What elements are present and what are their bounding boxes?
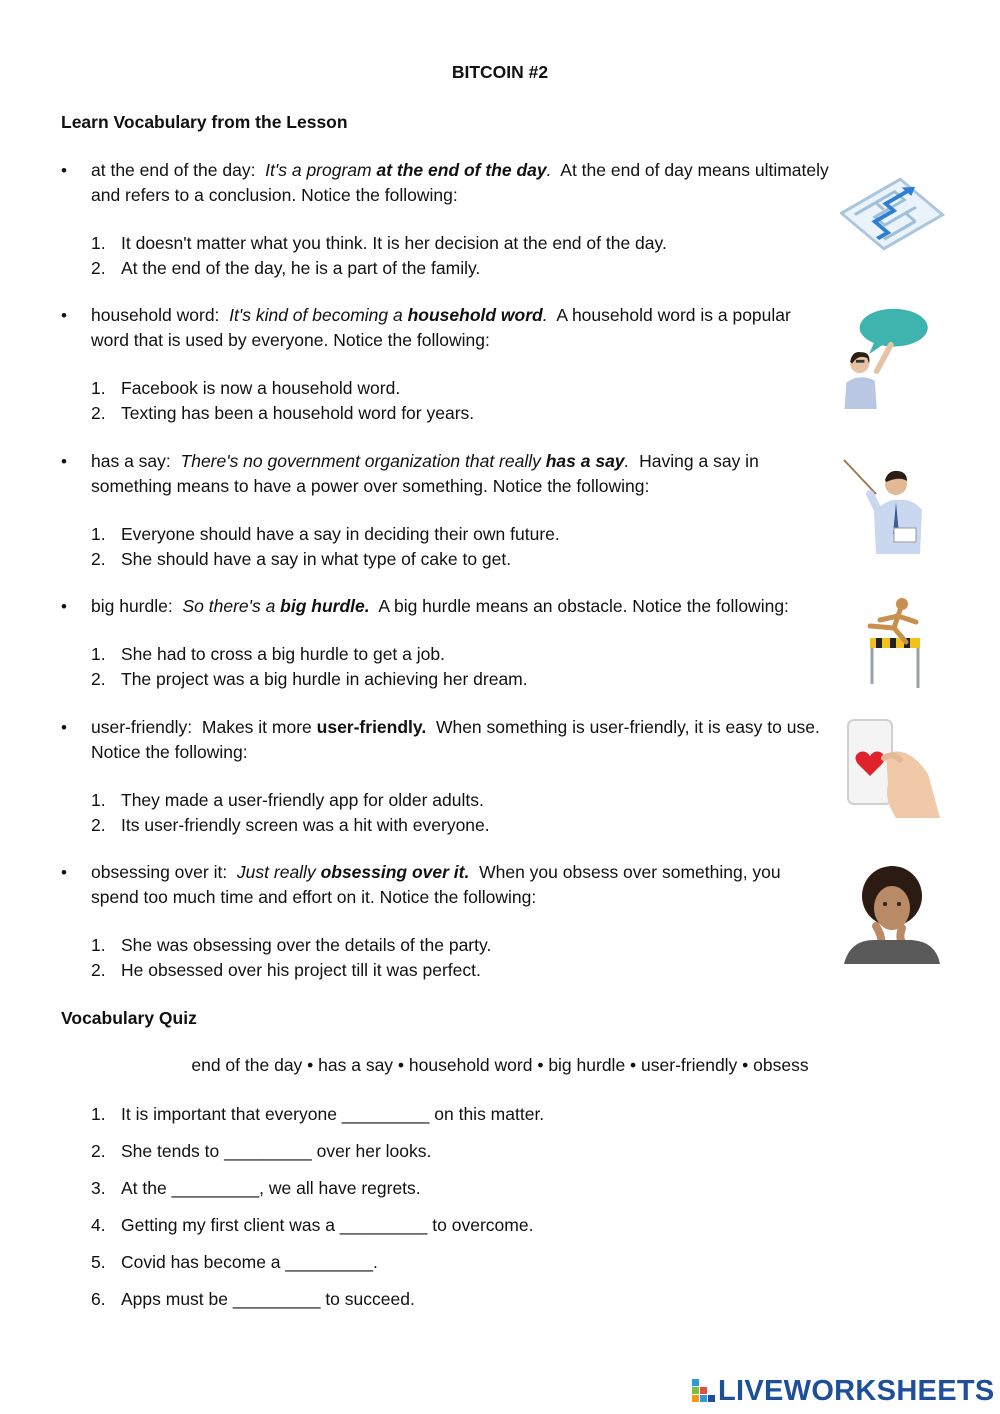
bullet-icon	[61, 594, 81, 619]
vocab-quote-keyword: obsessing over it.	[320, 862, 470, 882]
example-text: Everyone should have a say in deciding their own future.	[121, 524, 560, 544]
vocab-term: big hurdle:	[91, 596, 173, 616]
example-item	[91, 401, 831, 426]
speech-bubble-woman-icon	[836, 305, 941, 409]
example-text: They made a user-friendly app for older adults.	[121, 790, 484, 810]
example-item	[91, 642, 831, 667]
vocab-quote-keyword: has a say	[545, 451, 625, 471]
example-number: 1.	[91, 378, 106, 398]
page-title: BITCOIN #2	[451, 62, 549, 82]
worried-woman-icon	[840, 860, 945, 964]
bullet-icon	[61, 715, 81, 740]
example-number: 2.	[91, 668, 106, 689]
vocab-quote	[265, 160, 551, 180]
example-number: 1.	[91, 644, 106, 664]
vocab-definition: A big hurdle means an obstacle. Notice the following:	[378, 596, 789, 616]
bullet-icon	[61, 860, 81, 885]
example-number: 1.	[91, 524, 106, 544]
vocab-quote-text: Just really	[236, 862, 321, 882]
example-item	[91, 667, 831, 692]
example-text: It doesn't matter what you think. It is her decision at the end of the day.	[121, 233, 667, 253]
vocab-term: household word:	[91, 305, 220, 325]
vocab-definition-paragraph	[61, 594, 831, 619]
vocab-quote	[237, 862, 469, 882]
quiz-item[interactable]	[91, 1250, 791, 1287]
example-list	[91, 376, 831, 425]
vocab-quote-end: .	[624, 451, 630, 471]
example-text: He obsessed over his project till it was perfect.	[121, 959, 481, 980]
vocab-entry	[61, 303, 831, 425]
vocab-entry	[61, 715, 831, 837]
vocab-definition: A household word is a popular word that is used by everyone. Notice the following:	[91, 305, 791, 350]
example-item	[91, 256, 831, 281]
vocab-entry	[61, 158, 831, 280]
example-text: She had to cross a big hurdle to get a job.	[121, 644, 445, 664]
vocab-definition: When something is user-friendly, it is easy to use. Notice the following:	[91, 717, 820, 762]
quiz-item[interactable]	[91, 1213, 791, 1250]
liveworksheets-logo-icon	[692, 1378, 718, 1404]
vocab-quote-keyword: at the end of the day	[376, 160, 547, 180]
presenter-man-icon	[836, 450, 941, 554]
hurdle-jumper-icon	[840, 596, 945, 700]
example-item	[91, 958, 831, 983]
example-number: 2.	[91, 402, 106, 423]
quiz-item[interactable]	[91, 1287, 791, 1324]
vocabulary-quiz-heading: Vocabulary Quiz	[61, 1008, 197, 1028]
example-list	[91, 231, 831, 280]
example-list	[91, 933, 831, 982]
example-text: Its user-friendly screen was a hit with everyone.	[121, 814, 490, 835]
quiz-item[interactable]	[91, 1102, 791, 1139]
quiz-number: 5.	[91, 1252, 106, 1272]
vocab-quote-keyword: big hurdle.	[280, 596, 370, 616]
example-list	[91, 522, 831, 571]
quiz-sentence: Apps must be _________ to succeed.	[121, 1289, 415, 1309]
vocab-definition-paragraph	[61, 860, 831, 910]
vocab-entry	[61, 860, 831, 982]
vocab-quote-text: There's no government organization that really	[180, 451, 546, 471]
vocab-quote-text: Makes it more	[201, 717, 317, 737]
vocab-term: has a say:	[91, 451, 171, 471]
vocab-quote-text: It's a program	[265, 160, 377, 180]
quiz-sentence: Getting my first client was a _________ to overcome.	[121, 1215, 534, 1235]
example-number: 2.	[91, 959, 106, 980]
example-text: She was obsessing over the details of the party.	[121, 935, 492, 955]
bullet-icon	[61, 303, 81, 328]
example-text: The project was a big hurdle in achieving her dream.	[121, 668, 528, 689]
example-text: Texting has been a household word for years.	[121, 402, 475, 423]
vocab-quote-text: It's kind of becoming a	[229, 305, 408, 325]
vocab-term: at the end of the day:	[91, 160, 256, 180]
vocab-quote	[202, 717, 426, 737]
example-item	[91, 231, 831, 256]
vocab-quote	[229, 305, 547, 325]
quiz-sentence: It is important that everyone _________ on this matter.	[121, 1104, 545, 1124]
vocab-quote-end: .	[542, 305, 548, 325]
quiz-number: 2.	[91, 1141, 106, 1161]
quiz-number: 3.	[91, 1178, 106, 1198]
learn-vocabulary-heading: Learn Vocabulary from the Lesson	[61, 112, 348, 132]
vocab-definition-paragraph	[61, 303, 831, 353]
quiz-list	[91, 1102, 791, 1324]
example-list	[91, 642, 831, 691]
bullet-icon	[61, 158, 81, 183]
quiz-number: 1.	[91, 1104, 106, 1124]
vocab-definition: Having a say in something means to have a power over something. Notice the following:	[91, 451, 759, 496]
vocab-quote-end: .	[546, 160, 552, 180]
phone-heart-icon	[836, 714, 941, 818]
example-text: At the end of the day, he is a part of the family.	[121, 257, 481, 278]
vocab-definition: When you obsess over something, you spend too much time and effort on it. Notice the following:	[91, 862, 781, 907]
vocab-definition-paragraph	[61, 715, 831, 765]
quiz-item[interactable]	[91, 1139, 791, 1176]
quiz-item[interactable]	[91, 1176, 791, 1213]
liveworksheets-logo	[692, 1374, 995, 1408]
example-number: 2.	[91, 814, 106, 835]
vocab-quote-keyword: user-friendly.	[316, 717, 427, 737]
vocab-term: obsessing over it:	[91, 862, 228, 882]
example-number: 1.	[91, 790, 106, 810]
quiz-number: 6.	[91, 1289, 106, 1309]
quiz-sentence: Covid has become a _________.	[121, 1252, 378, 1272]
vocab-entry	[61, 594, 831, 691]
example-item	[91, 547, 831, 572]
example-number: 2.	[91, 257, 106, 278]
quiz-number: 4.	[91, 1215, 106, 1235]
example-number: 2.	[91, 548, 106, 569]
example-text: Facebook is now a household word.	[121, 378, 401, 398]
example-item	[91, 788, 831, 813]
vocab-quote-text: So there's a	[182, 596, 281, 616]
example-number: 1.	[91, 935, 106, 955]
vocab-entry	[61, 449, 831, 571]
vocab-definition-paragraph	[61, 449, 831, 499]
example-item	[91, 813, 831, 838]
example-item	[91, 933, 831, 958]
vocab-definition: At the end of day means ultimately and refers to a conclusion. Notice the following:	[91, 160, 829, 205]
example-item	[91, 522, 831, 547]
quiz-sentence: She tends to _________ over her looks.	[121, 1141, 432, 1161]
vocab-term: user-friendly:	[91, 717, 193, 737]
example-item	[91, 376, 831, 401]
word-bank: end of the day • has a say • household word • big hurdle • user-friendly • obsess	[191, 1055, 809, 1075]
maze-icon	[840, 160, 945, 264]
example-number: 1.	[91, 233, 106, 253]
vocab-definition-paragraph	[61, 158, 831, 208]
vocab-quote-keyword: household word	[407, 305, 543, 325]
example-text: She should have a say in what type of cake to get.	[121, 548, 512, 569]
bullet-icon	[61, 449, 81, 474]
logo-text: LIVEWORKSHEETS	[718, 1374, 995, 1407]
example-list	[91, 788, 831, 837]
vocab-quote	[181, 451, 630, 471]
vocab-quote	[182, 596, 369, 616]
quiz-sentence: At the _________, we all have regrets.	[121, 1178, 421, 1198]
